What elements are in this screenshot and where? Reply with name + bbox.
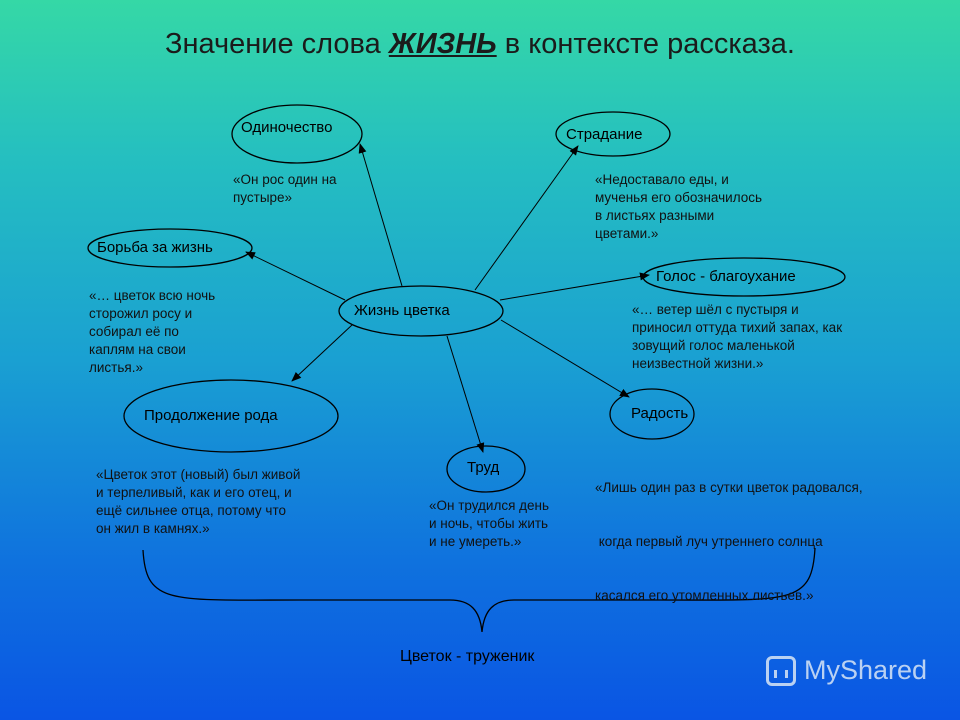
watermark-text: MyShared <box>804 655 928 685</box>
quote-suffering: «Недоставало еды, и мученья его обозначилось в листьях разными цветами.» <box>595 172 763 241</box>
conclusion-text: Цветок - труженик <box>400 648 535 665</box>
node-center: Жизнь цветка <box>354 302 450 319</box>
quote-voice: «… ветер шёл с пустыря и приносил оттуда тихий запах, как зовущий голос маленькой неизвестной жизни.» <box>632 302 843 371</box>
arrow-to-labor <box>447 336 483 452</box>
arrow-to-voice <box>500 275 649 300</box>
node-labor: Труд <box>467 459 500 476</box>
arrow-to-struggle <box>246 252 345 300</box>
quote-struggle: «… цветок всю ночь сторожил росу и собирал её по каплям на свои листья.» <box>89 288 216 375</box>
node-loneliness: Одиночество <box>241 119 333 136</box>
node-continuation: Продолжение рода <box>144 407 278 424</box>
node-suffering: Страдание <box>566 126 643 143</box>
watermark-logo-icon <box>766 656 796 686</box>
arrow-to-joy <box>501 320 629 397</box>
arrow-to-suffering <box>475 146 578 290</box>
quote-continuation: «Цветок этот (новый) был живой и терпеливый, как и его отец, и ещё сильнее отца, потому что он жил в камнях.» <box>96 467 301 536</box>
watermark <box>766 655 927 686</box>
arrow-to-loneliness <box>360 144 402 286</box>
arrow-to-continuation <box>292 325 352 381</box>
quote-loneliness: «Он рос один на пустыре» <box>233 172 337 205</box>
quote-labor: «Он трудился день и ночь, чтобы жить и не умереть.» <box>429 498 550 549</box>
node-struggle: Борьба за жизнь <box>97 239 213 256</box>
title-keyword: ЖИЗНЬ <box>388 28 497 60</box>
quote-joy: «Лишь один раз в сутки цветок радовался, когда первый луч утреннего солнца касался его утомленных листьев.» <box>595 480 863 603</box>
node-joy: Радость <box>631 405 689 422</box>
page-title: Значение слова ЖИЗНЬ в контексте рассказа. <box>165 28 795 60</box>
node-voice: Голос - благоухание <box>656 268 796 285</box>
